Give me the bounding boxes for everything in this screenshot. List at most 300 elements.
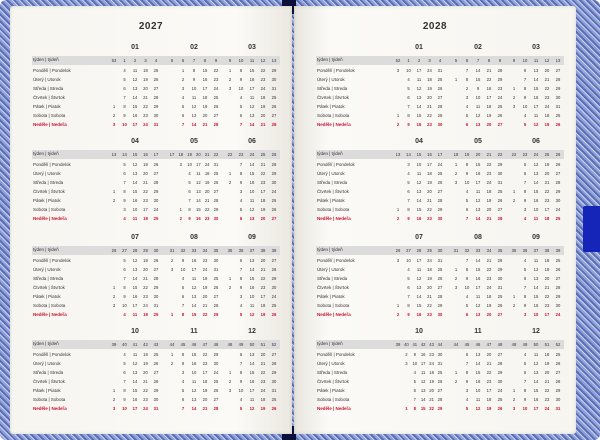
day-number: 18 [143, 312, 148, 317]
day-number: 6 [523, 68, 527, 73]
day-number: 16 [533, 303, 539, 308]
day-number: 24 [213, 86, 219, 91]
day-number: 19 [260, 312, 266, 317]
month-number: 12 [248, 328, 256, 335]
day-number: 12 [132, 77, 138, 82]
day-number: 17 [533, 406, 539, 411]
week-number-header [32, 340, 280, 349]
day-number: 22 [260, 276, 266, 281]
week-label: týden | týdeň [33, 151, 59, 156]
week-number: 18 [178, 151, 184, 157]
quarter-block [294, 44, 576, 134]
day-number: 16 [416, 122, 422, 127]
day-number: 31 [213, 267, 219, 272]
day-number: 17 [249, 388, 255, 393]
day-number: 21 [486, 216, 492, 221]
day-number: 11 [475, 104, 481, 109]
day-number: 22 [260, 370, 266, 375]
day-label: Úterý | Utorok [317, 267, 345, 272]
day-number: 9 [123, 198, 126, 203]
day-number: 26 [497, 198, 503, 203]
day-number: 3 [454, 285, 458, 290]
week-number: 39 [555, 247, 561, 253]
day-number: 21 [260, 267, 266, 272]
weekday-row [32, 396, 280, 404]
day-number: 11 [475, 397, 481, 402]
day-label: Středa | Streda [317, 180, 348, 185]
week-number: 39 [271, 247, 277, 253]
day-number: 19 [260, 406, 266, 411]
weekday-row [316, 284, 564, 292]
day-number: 29 [437, 406, 443, 411]
day-number: 30 [213, 361, 219, 366]
day-number: 7 [239, 267, 243, 272]
day-number: 15 [420, 406, 426, 411]
week-number: 6 [465, 57, 469, 63]
month-number: 02 [190, 44, 198, 51]
day-label: Pátek | Piatok [317, 294, 345, 299]
day-number: 21 [486, 361, 492, 366]
day-number: 8 [123, 285, 126, 290]
day-number: 10 [187, 162, 192, 167]
week-number: 44 [169, 341, 175, 347]
day-number: 31 [271, 86, 277, 91]
day-number: 26 [555, 122, 561, 127]
day-number: 15 [533, 189, 539, 194]
day-number: 30 [271, 180, 277, 185]
day-number: 24 [271, 189, 277, 194]
day-number: 24 [153, 207, 159, 212]
day-number: 5 [465, 303, 469, 308]
day-number: 18 [544, 216, 550, 221]
week-number: 31 [169, 247, 175, 253]
day-number: 7 [407, 198, 410, 203]
day-number: 27 [497, 207, 503, 212]
weekday-row [32, 103, 280, 111]
day-number: 2 [405, 352, 408, 357]
day-label: Čtvrtek | Štvrtok [33, 189, 65, 194]
day-label: Pátek | Piatok [317, 104, 345, 109]
day-number: 30 [555, 397, 561, 402]
day-number: 6 [407, 285, 410, 290]
day-number: 12 [416, 86, 422, 91]
day-label: Neděle | Nedeľa [33, 312, 67, 317]
day-number: 30 [555, 198, 561, 203]
day-number: 7 [465, 361, 469, 366]
day-number: 15 [416, 113, 422, 118]
day-number: 13 [420, 388, 426, 393]
day-number: 20 [544, 370, 550, 375]
day-number: 25 [437, 171, 443, 176]
day-number: 18 [486, 104, 492, 109]
day-number: 14 [475, 216, 481, 221]
day-number: 7 [181, 122, 185, 127]
day-number: 23 [143, 198, 148, 203]
day-number: 29 [555, 86, 561, 91]
weekday-row [316, 369, 564, 377]
day-label: Pátek | Piatok [33, 198, 61, 203]
week-number: 49 [522, 341, 528, 347]
day-number: 1 [112, 388, 116, 393]
week-number: 40 [404, 341, 409, 347]
week-number: 52 [271, 341, 277, 347]
day-number: 25 [153, 68, 159, 73]
week-number: 12 [544, 57, 550, 63]
day-number: 9 [239, 180, 243, 185]
day-number: 7 [239, 361, 243, 366]
day-number: 8 [239, 68, 243, 73]
week-number: 46 [475, 341, 481, 347]
day-number: 5 [123, 77, 126, 82]
day-number: 3 [112, 303, 116, 308]
day-number: 15 [475, 77, 481, 82]
day-number: 13 [132, 267, 138, 272]
week-number: 27 [122, 247, 127, 253]
day-number: 9 [239, 285, 243, 290]
day-number: 19 [427, 180, 432, 185]
day-number: 2 [112, 397, 116, 402]
week-number: 22 [213, 151, 219, 157]
week-number: 2 [133, 57, 137, 63]
day-label: Úterý | Utorok [317, 171, 345, 176]
day-number: 26 [213, 180, 219, 185]
week-number-header [32, 246, 280, 255]
day-number: 16 [132, 397, 138, 402]
month-number: 11 [190, 328, 198, 335]
weekday-row [32, 293, 280, 301]
weekday-row [32, 112, 280, 120]
weekday-row [32, 284, 280, 292]
week-number: 20 [475, 151, 481, 157]
day-number: 14 [249, 267, 255, 272]
day-number: 17 [132, 122, 138, 127]
day-number: 22 [143, 104, 148, 109]
day-number: 16 [132, 113, 138, 118]
day-number: 26 [437, 276, 443, 281]
day-number: 18 [427, 267, 432, 272]
week-number: 22 [497, 151, 503, 157]
day-number: 17 [427, 162, 432, 167]
day-number: 3 [112, 122, 116, 127]
day-number: 8 [523, 189, 527, 194]
day-number: 22 [486, 77, 492, 82]
day-number: 6 [239, 258, 243, 263]
day-number: 19 [544, 267, 550, 272]
day-number: 6 [465, 207, 469, 212]
day-number: 6 [123, 86, 126, 91]
day-number: 3 [239, 294, 243, 299]
day-number: 17 [260, 294, 266, 299]
day-number: 9 [523, 95, 527, 100]
day-number: 13 [249, 113, 255, 118]
week-number-header [316, 150, 564, 159]
day-number: 23 [143, 397, 148, 402]
week-number: 24 [533, 151, 539, 157]
day-label: Pátek | Piatok [33, 294, 61, 299]
day-number: 27 [213, 397, 219, 402]
week-number: 22 [227, 151, 233, 157]
weekday-row [316, 197, 564, 205]
weekday-row [316, 103, 564, 111]
month-number: 06 [248, 138, 256, 145]
week-number: 41 [132, 341, 138, 347]
day-number: 6 [123, 370, 126, 375]
weekday-row [32, 188, 280, 196]
day-number: 3 [179, 162, 182, 167]
day-number: 16 [475, 171, 481, 176]
day-number: 9 [465, 171, 469, 176]
day-number: 20 [143, 171, 148, 176]
day-number: 14 [132, 180, 138, 185]
weekday-row [32, 170, 280, 178]
day-number: 20 [260, 113, 266, 118]
day-number: 7 [465, 216, 469, 221]
day-number: 15 [249, 171, 255, 176]
day-number: 20 [486, 122, 492, 127]
day-number: 9 [413, 352, 416, 357]
weekday-row [32, 76, 280, 84]
day-number: 15 [475, 370, 481, 375]
day-number: 13 [475, 207, 481, 212]
day-number: 22 [486, 162, 492, 167]
day-label: Čtvrtek | Štvrtok [317, 189, 349, 194]
day-number: 31 [153, 406, 159, 411]
day-number: 19 [202, 285, 208, 290]
day-number: 23 [260, 77, 266, 82]
day-number: 20 [202, 294, 208, 299]
day-number: 18 [260, 303, 266, 308]
day-number: 28 [437, 198, 443, 203]
day-number: 6 [407, 189, 410, 194]
day-number: 29 [271, 171, 277, 176]
day-number: 21 [260, 122, 266, 127]
week-number: 1 [407, 57, 410, 63]
day-number: 5 [123, 258, 126, 263]
weekday-row [316, 387, 564, 395]
day-number: 1 [112, 189, 116, 194]
day-number: 19 [427, 276, 432, 281]
day-number: 17 [249, 86, 255, 91]
day-number: 30 [437, 312, 443, 317]
day-number: 29 [271, 370, 277, 375]
day-number: 3 [465, 388, 469, 393]
weekday-row [32, 197, 280, 205]
day-number: 27 [437, 285, 443, 290]
day-number: 1 [396, 207, 400, 212]
day-number: 14 [196, 198, 201, 203]
day-number: 27 [555, 68, 561, 73]
day-number: 8 [123, 388, 126, 393]
day-number: 31 [437, 361, 443, 366]
day-number: 11 [191, 379, 197, 384]
day-number: 28 [271, 122, 277, 127]
day-number: 17 [260, 189, 266, 194]
day-label: Středa | Streda [33, 180, 64, 185]
day-number: 29 [271, 68, 277, 73]
day-number: 8 [523, 86, 527, 91]
day-number: 30 [153, 113, 159, 118]
day-number: 10 [406, 258, 411, 263]
week-number: 42 [143, 341, 148, 347]
day-number: 25 [497, 189, 503, 194]
day-number: 20 [143, 267, 148, 272]
sunday-row [316, 215, 564, 223]
day-number: 26 [213, 285, 219, 290]
day-number: 10 [533, 207, 539, 212]
day-number: 27 [437, 189, 443, 194]
day-number: 12 [191, 104, 197, 109]
day-number: 13 [416, 189, 422, 194]
day-number: 4 [123, 312, 126, 317]
month-number: 07 [415, 234, 423, 241]
day-number: 14 [191, 122, 197, 127]
quarter-block [10, 328, 292, 418]
year-title-right: 2028 [422, 21, 448, 32]
day-number: 1 [454, 77, 458, 82]
day-number: 1 [396, 303, 400, 308]
day-number: 23 [427, 122, 432, 127]
day-number: 3 [170, 267, 174, 272]
day-number: 22 [429, 406, 434, 411]
week-number: 21 [204, 151, 210, 157]
day-number: 30 [437, 122, 443, 127]
day-number: 19 [486, 303, 492, 308]
day-number: 28 [555, 77, 561, 82]
day-number: 11 [191, 95, 197, 100]
day-number: 10 [191, 370, 197, 375]
day-number: 6 [523, 370, 527, 375]
week-number: 31 [453, 247, 459, 253]
day-number: 7 [523, 285, 527, 290]
day-label: Úterý | Utorok [33, 361, 61, 366]
quarter-block [10, 44, 292, 134]
day-number: 16 [416, 312, 422, 317]
week-number: 38 [260, 247, 266, 253]
weekday-row [32, 206, 280, 214]
day-number: 26 [555, 361, 561, 366]
week-number: 19 [464, 151, 470, 157]
day-number: 16 [475, 379, 481, 384]
elastic-closure-strap[interactable] [583, 206, 600, 252]
day-number: 30 [555, 95, 561, 100]
day-number: 12 [416, 276, 422, 281]
day-number: 4 [123, 216, 126, 221]
day-number: 7 [407, 294, 410, 299]
weekday-row [316, 360, 564, 368]
day-number: 25 [213, 379, 219, 384]
day-number: 11 [249, 397, 255, 402]
day-number: 25 [271, 303, 277, 308]
day-number: 25 [555, 216, 561, 221]
day-number: 15 [249, 68, 255, 73]
day-number: 25 [497, 104, 503, 109]
week-number: 50 [533, 341, 539, 347]
day-number: 13 [132, 86, 138, 91]
day-number: 17 [191, 267, 197, 272]
day-number: 16 [249, 180, 255, 185]
day-number: 3 [112, 406, 116, 411]
day-number: 11 [421, 370, 426, 375]
day-number: 23 [202, 361, 208, 366]
day-number: 18 [544, 258, 550, 263]
day-number: 13 [196, 189, 201, 194]
day-number: 12 [249, 312, 255, 317]
day-number: 21 [260, 162, 266, 167]
day-label: Sobota | Sobota [33, 303, 66, 308]
day-number: 2 [465, 86, 469, 91]
day-number: 10 [522, 406, 528, 411]
day-number: 9 [188, 216, 191, 221]
day-number: 1 [512, 388, 516, 393]
month-number: 10 [415, 328, 423, 335]
day-number: 19 [544, 122, 550, 127]
day-number: 2 [228, 285, 232, 290]
day-number: 28 [213, 406, 219, 411]
day-number: 27 [213, 294, 219, 299]
day-number: 14 [533, 180, 539, 185]
day-number: 11 [249, 303, 255, 308]
day-number: 5 [465, 406, 469, 411]
day-number: 4 [523, 258, 527, 263]
day-number: 27 [497, 122, 503, 127]
week-number: 21 [486, 151, 492, 157]
day-number: 21 [544, 77, 550, 82]
day-label: Čtvrtek | Štvrtok [33, 285, 65, 290]
day-number: 4 [465, 104, 469, 109]
day-number: 5 [239, 312, 243, 317]
day-number: 4 [523, 113, 527, 118]
day-label: Pátek | Piatok [317, 388, 345, 393]
month-number: 06 [532, 138, 540, 145]
day-label: Sobota | Sobota [317, 303, 350, 308]
weekday-row [316, 112, 564, 120]
day-number: 14 [533, 379, 539, 384]
weekday-row [316, 396, 564, 404]
day-number: 22 [202, 312, 208, 317]
week-number: 50 [249, 341, 255, 347]
day-number: 1 [228, 370, 232, 375]
day-number: 28 [271, 162, 277, 167]
day-number: 22 [427, 113, 432, 118]
week-number: 38 [544, 247, 550, 253]
day-number: 10 [122, 122, 127, 127]
day-number: 24 [143, 303, 148, 308]
day-number: 12 [132, 162, 138, 167]
week-number-header [316, 340, 564, 349]
week-number: 11 [533, 57, 539, 63]
day-label: Sobota | Sobota [33, 113, 66, 118]
day-number: 8 [123, 189, 126, 194]
week-number: 37 [533, 247, 539, 253]
week-number: 35 [497, 247, 503, 253]
day-number: 7 [523, 180, 527, 185]
weekday-row [32, 179, 280, 187]
day-number: 24 [555, 312, 561, 317]
day-number: 5 [465, 113, 469, 118]
weekday-row [316, 188, 564, 196]
week-label: týden | týdeň [317, 341, 343, 346]
day-number: 10 [475, 388, 481, 393]
day-number: 19 [202, 104, 208, 109]
day-number: 7 [181, 406, 185, 411]
day-number: 12 [533, 267, 539, 272]
week-number: 43 [429, 341, 434, 347]
day-number: 29 [497, 162, 503, 167]
day-number: 1 [228, 276, 232, 281]
day-number: 26 [153, 77, 159, 82]
day-number: 11 [533, 352, 539, 357]
week-number: 28 [416, 247, 422, 253]
